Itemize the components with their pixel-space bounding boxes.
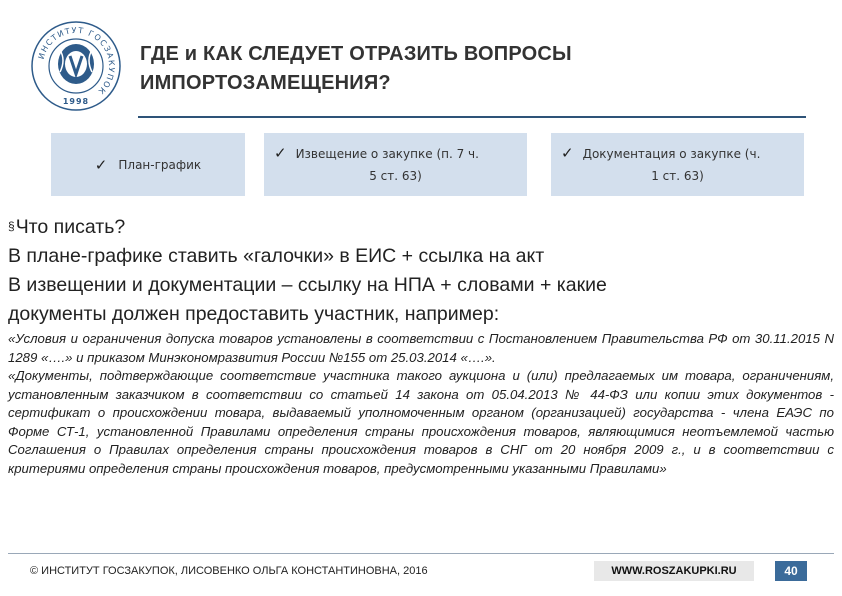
box-plan-grafik — [51, 133, 245, 196]
logo-year: 1998 — [62, 97, 90, 106]
checkmark-icon: ✓ — [561, 144, 574, 162]
box-label-line2: 1 ст. 63) — [651, 169, 704, 183]
box-label: План-график — [118, 157, 202, 172]
footer-copyright: © ИНСТИТУТ ГОСЗАКУПОК, ЛИСОВЕНКО ОЛЬГА КОНСТАНТИНОВНА, 2016 — [30, 565, 428, 577]
main-line: В плане-графике ставить «галочки» в ЕИС + ссылка на акт — [8, 245, 545, 267]
main-line: документы должен предоставить участник, например: — [8, 303, 500, 325]
example-quotes — [8, 330, 834, 478]
question: Что писать? — [15, 216, 126, 238]
bullet-icon: § — [8, 219, 15, 233]
footer-divider — [8, 553, 834, 554]
institute-logo — [30, 20, 122, 112]
title-divider — [138, 116, 806, 118]
box-documentation — [551, 133, 804, 196]
logo-ring-text: ИНСТИТУТ ГОСЗАКУПОК — [36, 25, 117, 97]
box-label: Документация о закупке (ч. — [582, 147, 761, 161]
main-text — [8, 212, 838, 329]
page-number-badge: 40 — [775, 561, 807, 581]
logo-emblem-icon — [58, 44, 94, 84]
main-line: В извещении и документации – ссылку на НПА + словами + какие — [8, 274, 607, 296]
box-label: Извещение о закупке (п. 7 ч. — [295, 147, 479, 161]
slide-title-line1: ГДЕ и КАК СЛЕДУЕТ ОТРАЗИТЬ ВОПРОСЫ — [140, 43, 572, 65]
footer-website: WWW.ROSZAKUPKI.RU — [594, 561, 754, 581]
quote-paragraph: «Документы, подтверждающие соответствие участника такого аукциона и (или) предлагаемых им товара, ограничениям, установленным заказчиком в соответствии со статьей 14 закона от 05.04.2013 № 44-ФЗ или копии этих документов - сертификат о происхождении товара, выдаваемый уполномоченным органом (организацией) государства - члена ЕАЭС по Форме СТ-1, установленной Правилами определения страны происхождения товаров, являющимися неотъемлемой частью Соглашения о Правилах определения страны происхождения товаров в СНГ от 20 ноября 2009 г., и в соответствии с критериями определения страны происхождения товаров, предусмотренными указанными Правилами» — [8, 368, 834, 476]
checkmark-icon: ✓ — [94, 155, 108, 174]
quote-paragraph: «Условия и ограничения допуска товаров установлены в соответствии с Постановлением Правительства РФ от 30.11.2015 N 1289 «….» и приказом Минэкономразвития России №155 от 25.03.2014 «….». — [8, 331, 834, 365]
slide-title-line2: ИМПОРТОЗАМЕЩЕНИЯ? — [140, 72, 391, 94]
slide-title — [140, 40, 700, 98]
box-label-line2: 5 ст. 63) — [369, 169, 422, 183]
checkmark-icon: ✓ — [274, 144, 287, 162]
box-notice — [264, 133, 527, 196]
